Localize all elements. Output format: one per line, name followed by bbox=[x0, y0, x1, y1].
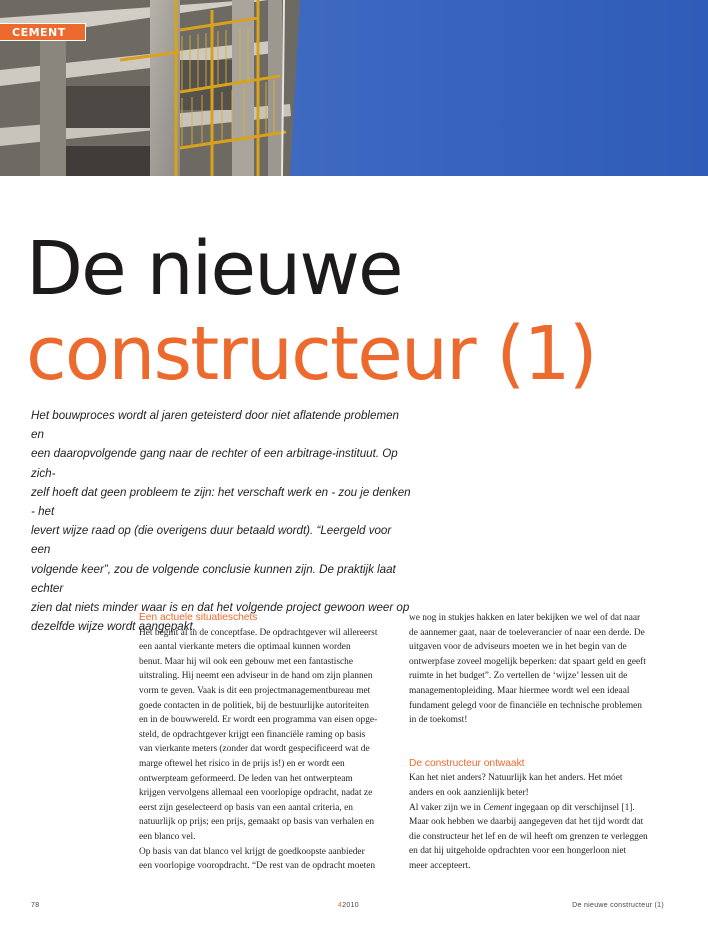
body-line: ontwerpteam geformeerd. De leden van het ontwerpteam bbox=[139, 773, 353, 784]
body-line: van vierkante meters (zonder dat wordt gespecificeerd wat de bbox=[139, 744, 370, 755]
section-body bbox=[409, 771, 665, 873]
body-line: krijgen vervolgens allemaal een voorlopige opdracht, nadat ze bbox=[139, 788, 373, 799]
body-line: Het begint al in de conceptfase. De opdrachtgever wil allereerst bbox=[139, 627, 378, 638]
cement-logo: CEMENT bbox=[0, 23, 86, 41]
intro-line: dezelfde wijze wordt aangepakt. bbox=[31, 620, 196, 634]
construction-site-photo bbox=[0, 0, 708, 176]
issue-year: 2010 bbox=[342, 902, 359, 909]
body-line: Kan het niet anders? Natuurlijk kan het anders. Het móet bbox=[409, 773, 623, 784]
body-text: ingegaan op dit verschijnsel [1]. bbox=[511, 802, 635, 813]
header-photo bbox=[0, 0, 708, 176]
intro-line: zelf hoeft dat geen probleem te zijn: het verschaft werk en - zou je denken - het bbox=[31, 485, 411, 519]
body-line: marge oftewel het risico in de prijs is!) en er wordt een bbox=[139, 758, 345, 769]
intro-line: volgende keer”, zou de volgende conclusie kunnen zijn. De praktijk laat echter bbox=[31, 562, 396, 595]
body-column-right bbox=[409, 611, 665, 874]
body-line: ruimte in het budget”. Zo vertellen de ‘wijze’ lessen uit de bbox=[409, 671, 628, 682]
body-line: vorm te geven. Vaak is dit een projectmanagementbureau met bbox=[139, 685, 371, 696]
issue-number: 4 bbox=[338, 902, 343, 909]
body-line: anders en ook aanzienlijk beter! bbox=[409, 787, 529, 798]
section-body bbox=[139, 626, 393, 874]
section-heading: De constructeur ontwaakt bbox=[409, 757, 525, 769]
page-number: 78 bbox=[31, 902, 40, 909]
body-line: de aannemer gaat, naar de toeleverancier of naar een derde. De bbox=[409, 627, 645, 638]
body-line: fundament gelegd voor de financiële en technische problemen bbox=[409, 700, 642, 711]
body-line: uitstraling. Hij neemt een adviseur in de hand om zijn plannen bbox=[139, 671, 373, 682]
body-line: uitgaven voor de adviseurs moeten we in het begin van de bbox=[409, 642, 627, 653]
title-line-2: constructeur (1) bbox=[26, 311, 596, 397]
intro-paragraph bbox=[31, 406, 413, 636]
body-line: goede contacten in de politiek, bij de bestuurlijke autoriteiten bbox=[139, 700, 369, 711]
body-line: meer accepteert. bbox=[409, 860, 471, 871]
intro-line: levert wijze raad op (die overigens duur betaald wordt). “Leergeld voor een bbox=[31, 524, 392, 557]
intro-line: een daaropvolgende gang naar de rechter of een arbitrage-instituut. Op zich- bbox=[31, 447, 398, 480]
body-line: die constructeur het lef en de wil heeft om grenzen te verleggen bbox=[409, 831, 648, 842]
intro-line: zien dat niets minder waar is en dat het volgende project gewoon weer op bbox=[31, 601, 410, 615]
body-line: Op basis van dat blanco vel krijgt de goedkoopste aanbieder bbox=[139, 846, 365, 857]
section-heading: Een actuele situatieschets bbox=[139, 612, 258, 623]
magazine-name: Cement bbox=[483, 802, 512, 813]
body-line: ontwerpfase zoveel mogelijk beperken: dat spaart geld en geeft bbox=[409, 656, 646, 667]
body-line: steld, de opdrachtgever krijgt een financiële raming op basis bbox=[139, 729, 366, 740]
article-title bbox=[26, 226, 686, 396]
body-line: natuurlijk op prijs; een prijs, gemaakt op basis van verhalen en bbox=[139, 817, 375, 828]
section-spacer bbox=[409, 728, 665, 757]
running-title: De nieuwe constructeur (1) bbox=[572, 902, 664, 909]
body-line: en dat hij uitgeholde opdrachten voor een hongerloon niet bbox=[409, 846, 627, 857]
body-line: eerst zijn geselecteerd op basis van een aantal criteria, en bbox=[139, 802, 353, 813]
intro-line: Het bouwproces wordt al jaren geteisterd door niet aflatende problemen en bbox=[31, 409, 399, 442]
body-line: en in de bouwwereld. Er wordt een programma van eisen opge- bbox=[139, 715, 378, 726]
issue-label bbox=[338, 902, 359, 909]
body-column-left bbox=[139, 611, 393, 874]
body-line: een voorlopige vooropdracht. “De rest van de opdracht moeten bbox=[139, 861, 376, 872]
body-line: Maar ook hebben we daarbij aangegeven dat het tijd wordt dat bbox=[409, 817, 644, 828]
body-line: een blanco vel. bbox=[139, 831, 196, 842]
body-line bbox=[409, 801, 665, 816]
body-text: Al vaker zijn we in bbox=[409, 802, 484, 813]
body-line: managementopleiding. Maar hiermee wordt wel een ideaal bbox=[409, 685, 630, 696]
body-line: we nog in stukjes hakken en later bekijken we wel of dat naar bbox=[409, 613, 641, 623]
body-line: een aantal vierkante meters die optimaal kunnen worden bbox=[139, 642, 351, 653]
title-line-1: De nieuwe bbox=[26, 226, 402, 312]
body-line: benut. Maar hij wil ook een gebouw met een fantastische bbox=[139, 656, 353, 667]
body-line: in de toekomst! bbox=[409, 715, 468, 726]
section-body-continued bbox=[409, 611, 665, 728]
